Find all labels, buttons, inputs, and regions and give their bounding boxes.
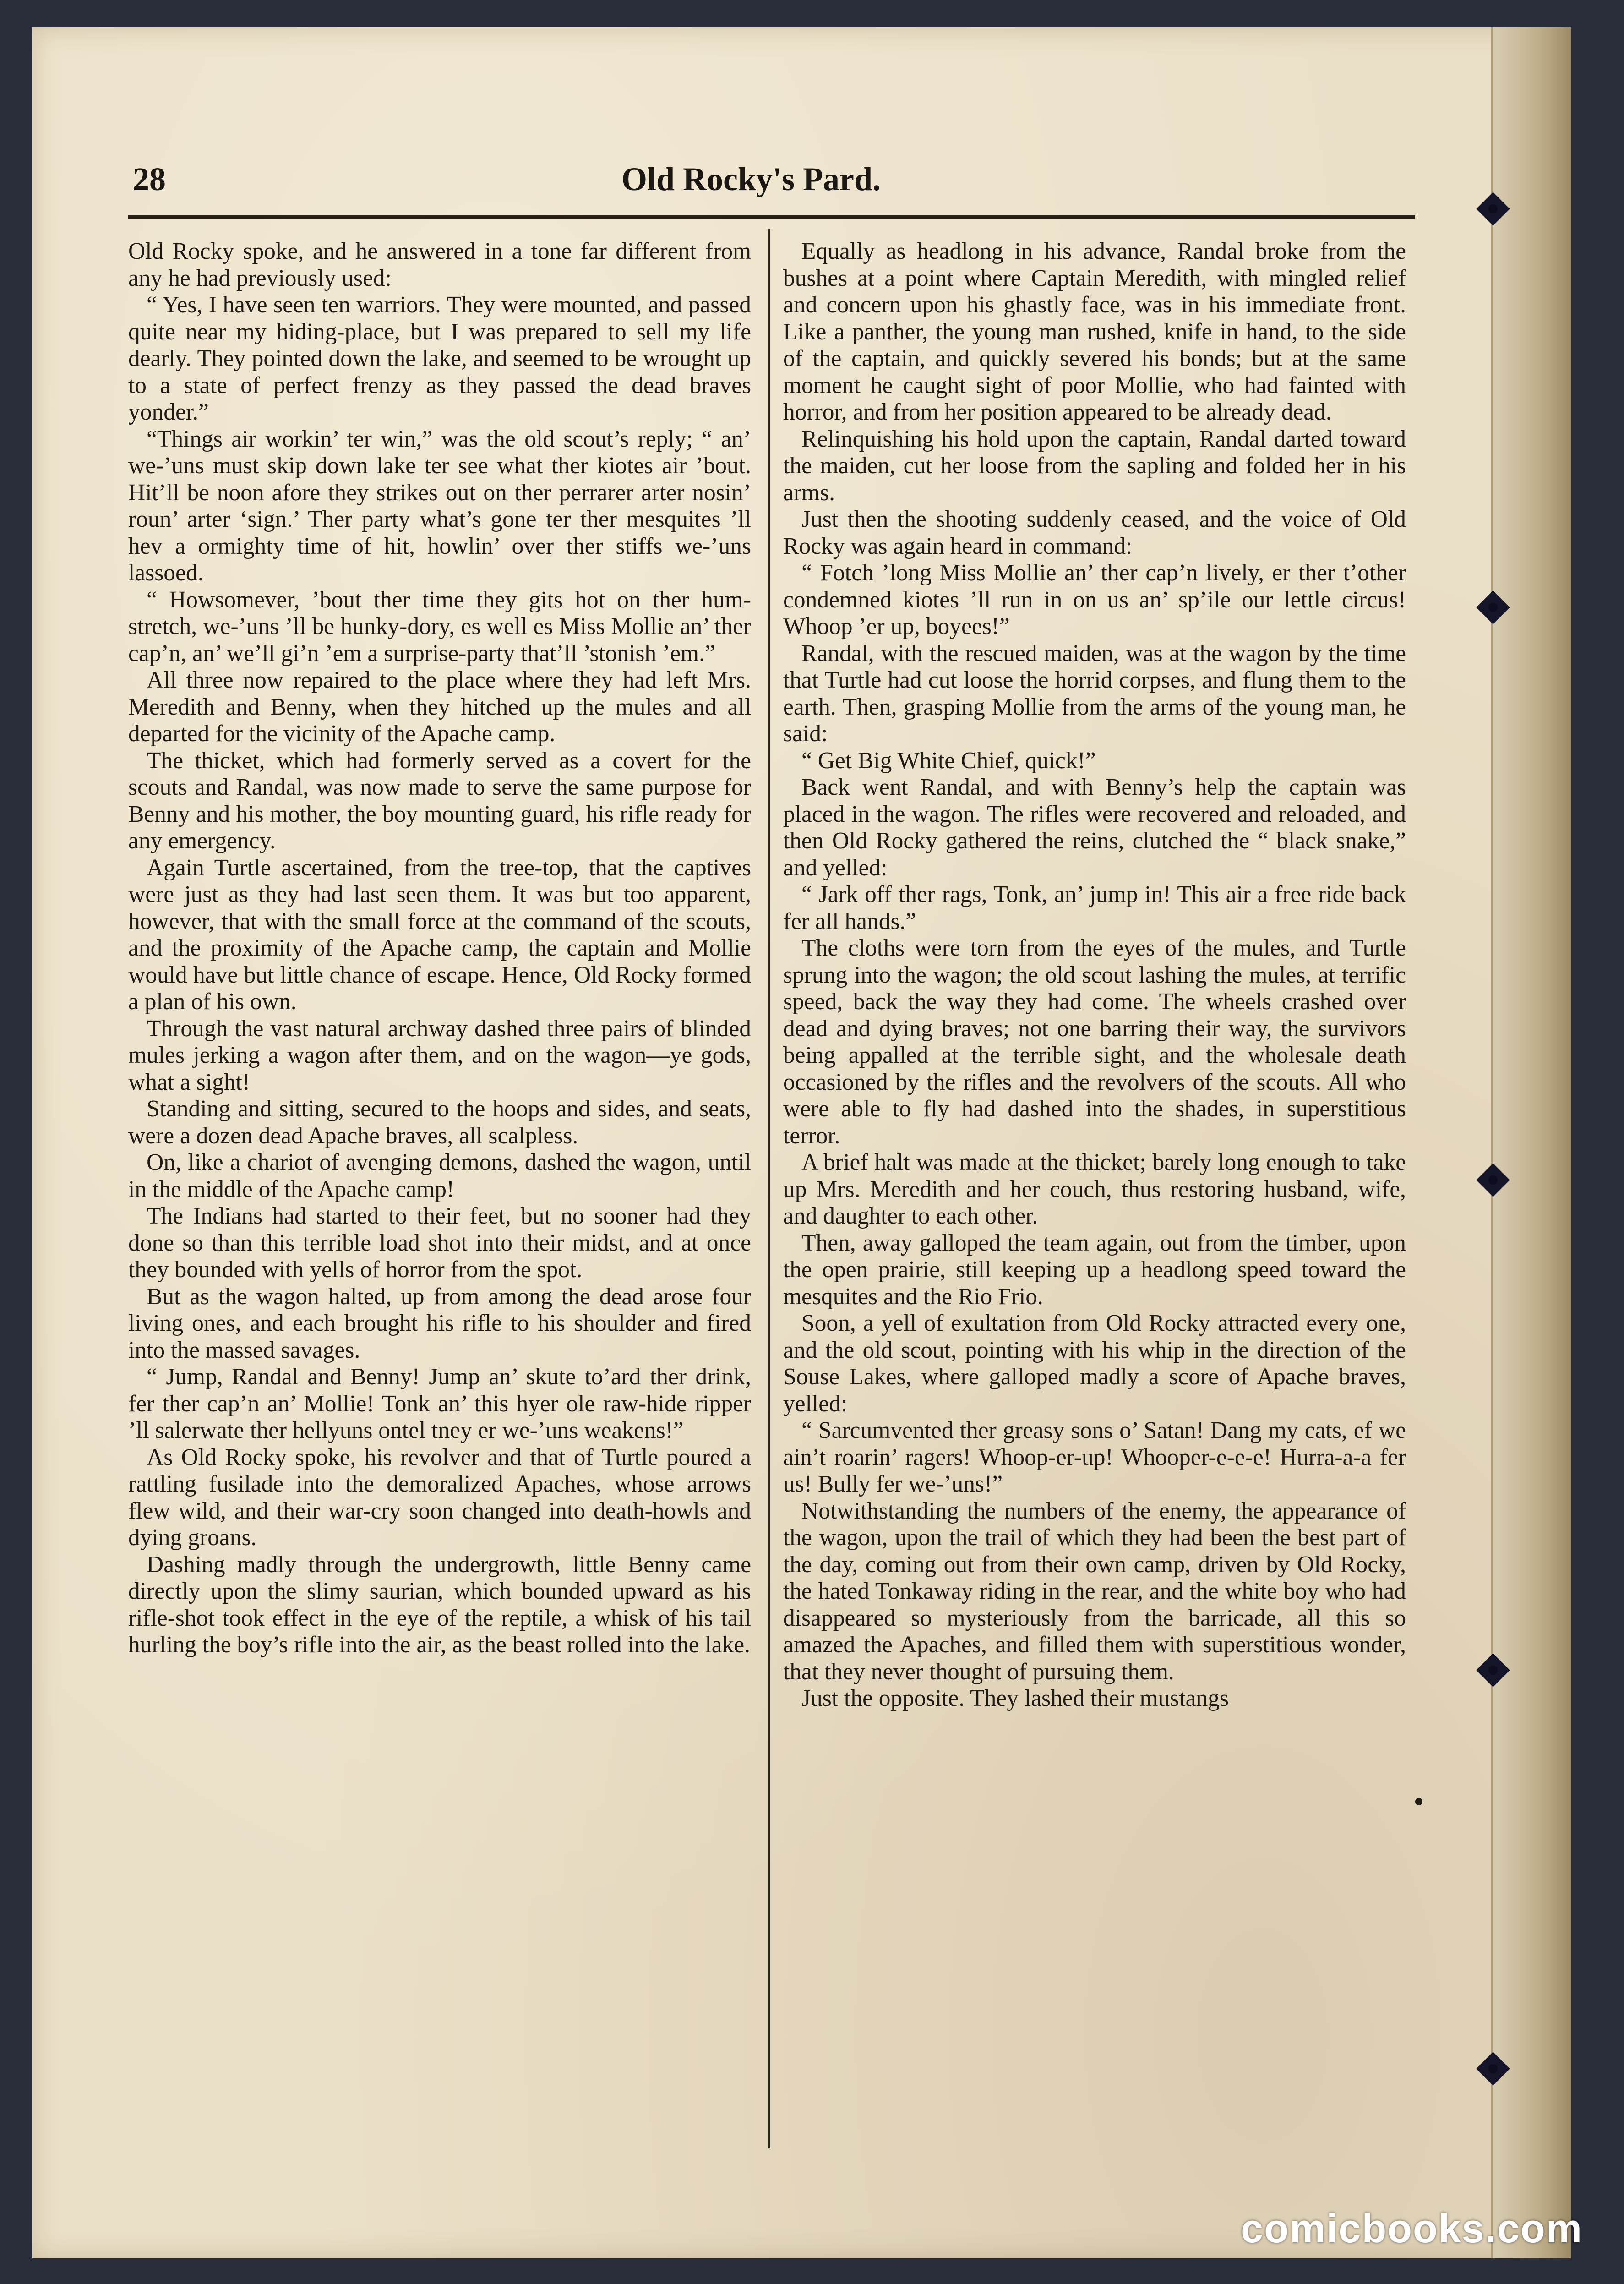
paragraph: Just then the shooting suddenly ceased, and the voice of Old Rocky was again heard in command: <box>783 506 1406 559</box>
paragraph: Then, away galloped the team again, out from the timber, upon the open prairie, still keeping up a headlong speed toward the mesquites and the Rio Frio. <box>783 1229 1406 1310</box>
watermark-logo: comicbooks.com <box>1241 2206 1583 2251</box>
paragraph: Soon, a yell of exultation from Old Rocky attracted every one, and the old scout, pointing with his whip in the direction of the Souse Lakes, where galloped madly a score of Apache braves, yelled: <box>783 1310 1406 1417</box>
paragraph: A brief halt was made at the thicket; barely long enough to take up Mrs. Meredith and her couch, thus restoring husband, wife, and daughter to each other. <box>783 1149 1406 1229</box>
right-column <box>783 238 1406 2130</box>
ink-dot <box>1415 1798 1422 1805</box>
paragraph: “ Howsomever, ’bout ther time they gits hot on ther hum-stretch, we-’uns ’ll be hunky-dory, es well es Miss Mollie an’ ther cap’n, an’ we’ll gi’n ’em a surprise-party that’ll ’stonish ’em.” <box>128 586 751 667</box>
paragraph: As Old Rocky spoke, his revolver and that of Turtle poured a rattling fusilade into the demoralized Apaches, whose arrows flew wild, and their war-cry soon changed into death-howls and dying groans. <box>128 1444 751 1551</box>
paragraph: Back went Randal, and with Benny’s help the captain was placed in the wagon. The rifles were recovered and reloaded, and then Old Rocky gathered the reins, clutched the “ black snake,” and yelled: <box>783 774 1406 881</box>
paragraph: The thicket, which had formerly served as a covert for the scouts and Randal, was now made to serve the same purpose for Benny and his mother, the boy mounting guard, his rifle ready for any emergency. <box>128 747 751 854</box>
paragraph: “ Yes, I have seen ten warriors. They were mounted, and passed quite near my hiding-place, but I was prepared to sell my life dearly. They pointed down the lake, and seemed to be wrought up to a state of perfect frenzy as they passed the dead braves yonder.” <box>128 292 751 425</box>
page-header <box>96 160 1406 211</box>
paragraph: Just the opposite. They lashed their mustangs <box>801 1685 1229 1711</box>
paragraph: Relinquishing his hold upon the captain, Randal darted toward the maiden, cut her loose from the sapling and folded her in his arms. <box>783 426 1406 506</box>
binding-stitch-icon <box>1476 590 1510 624</box>
paragraph: “ Jump, Randal and Benny! Jump an’ skute to’ard ther drink, fer ther cap’n an’ Mollie! Tonk an’ this hyer ole raw-hide ripper ’ll salerwate ther hellyuns ontel tney er we-’uns weakens!” <box>128 1364 751 1443</box>
running-title: Old Rocky's Pard. <box>621 161 881 197</box>
paragraph: “ Fotch ’long Miss Mollie an’ ther cap’n lively, er ther t’other condemned kiotes ’ll run in on us an’ sp’ile our lettle circus! Whoop ’er up, boyees!” <box>783 560 1406 639</box>
paragraph: Again Turtle ascertained, from the tree-top, that the captives were just as they had last seen them. It was but too apparent, however, that with the small force at the command of the scouts, and the proximity of the Apache camp, the captain and Mollie would have but little chance of escape. Hence, Old Rocky formed a plan of his own. <box>128 854 751 1015</box>
paragraph: “ Sarcumvented ther greasy sons o’ Satan! Dang my cats, ef we ain’t roarin’ ragers! Whoop-er-up! Whooper-e-e-e! Hurra-a-a fer us! Bully fer we-’uns!” <box>783 1417 1406 1497</box>
paragraph: The Indians had started to their feet, but no sooner had they done so than this terrible load shot into their midst, and at once they bounded with yells of horror from the spot. <box>128 1203 751 1283</box>
paragraph: Standing and sitting, secured to the hoops and sides, and seats, were a dozen dead Apache braves, all scalpless. <box>128 1096 751 1149</box>
header-rule <box>128 215 1415 219</box>
paragraph: Randal, with the rescued maiden, was at the wagon by the time that Turtle had cut loose the horrid corpses, and flung them to the earth. Then, grasping Mollie from the arms of the young man, he said: <box>783 640 1406 747</box>
paragraph: Old Rocky spoke, and he answered in a tone far different from any he had previously used: <box>128 238 751 291</box>
paragraph: All three now repaired to the place where they had left Mrs. Meredith and Benny, when they hitched up the mules and all departed for the vicinity of the Apache camp. <box>128 667 751 747</box>
paragraph: Equally as headlong in his advance, Randal broke from the bushes at a point where Captain Meredith, with mingled relief and concern upon his ghastly face, was in his immediate front. Like a panther, the young man rushed, knife in hand, to the side of the captain, and quickly severed his bonds; but at the same moment he caught sight of poor Mollie, who had fainted with horror, and from her position appeared to be already dead. <box>783 238 1406 425</box>
column-divider <box>768 229 770 2148</box>
paragraph: Dashing madly through the undergrowth, little Benny came directly upon the slimy saurian, which bounded upward as his rifle-shot took effect in the eye of the reptile, a whisk of his tail hurling the boy’s rifle into the air, as the beast rolled into the lake. <box>128 1551 751 1658</box>
binding-stitch-icon <box>1476 2052 1510 2086</box>
binding-stitch-icon <box>1476 192 1510 226</box>
paragraph: But as the wagon halted, up from among the dead arose four living ones, and each brought his rifle to his shoulder and fired into the massed savages. <box>128 1283 751 1363</box>
book-spine <box>1491 27 1571 2258</box>
paragraph: “Things air workin’ ter win,” was the old scout’s reply; “ an’ we-’uns must skip down lake ter see what ther kiotes air ’bout. Hit’ll be noon afore they strikes out on ther perrarer arter nosin’ roun’ arter ‘sign.’ Ther party what’s gone ter ther mesquites ’ll hev a ormighty time of hit, howlin’ over ther stiffs we-’uns lassoed. <box>128 426 751 586</box>
paragraph: “ Jark off ther rags, Tonk, an’ jump in! This air a free ride back fer all hands.” <box>783 881 1406 934</box>
paragraph: On, like a chariot of avenging demons, dashed the wagon, until in the middle of the Apache camp! <box>128 1149 751 1202</box>
paragraph: Through the vast natural archway dashed three pairs of blinded mules jerking a wagon after them, and on the wagon—ye gods, what a sight! <box>128 1015 751 1095</box>
page-number: 28 <box>133 161 166 197</box>
binding-stitch-icon <box>1476 1163 1510 1197</box>
paragraph: “ Get Big White Chief, quick!” <box>801 747 1096 774</box>
left-column <box>128 238 751 2130</box>
binding-stitch-icon <box>1476 1653 1510 1687</box>
paragraph: The cloths were torn from the eyes of the mules, and Turtle sprung into the wagon; the old scout lashing the mules, at terrific speed, back the way they had come. The wheels crashed over dead and dying braves; not one barring their way, the survivors being appalled at the terrible sight, and the wholesale death occasioned by the rifles and the revolvers of the scouts. All who were able to fly had dashed into the shades, in superstitious terror. <box>783 935 1406 1149</box>
paragraph: Notwithstanding the numbers of the enemy, the appearance of the wagon, upon the trail of which they had been the best part of the day, coming out from their own camp, driven by Old Rocky, the hated Tonkaway riding in the rear, and the white boy who had disappeared so mysteriously from the barricade, all this so amazed the Apaches, and filled them with superstitious wonder, that they never thought of pursuing them. <box>783 1497 1406 1685</box>
